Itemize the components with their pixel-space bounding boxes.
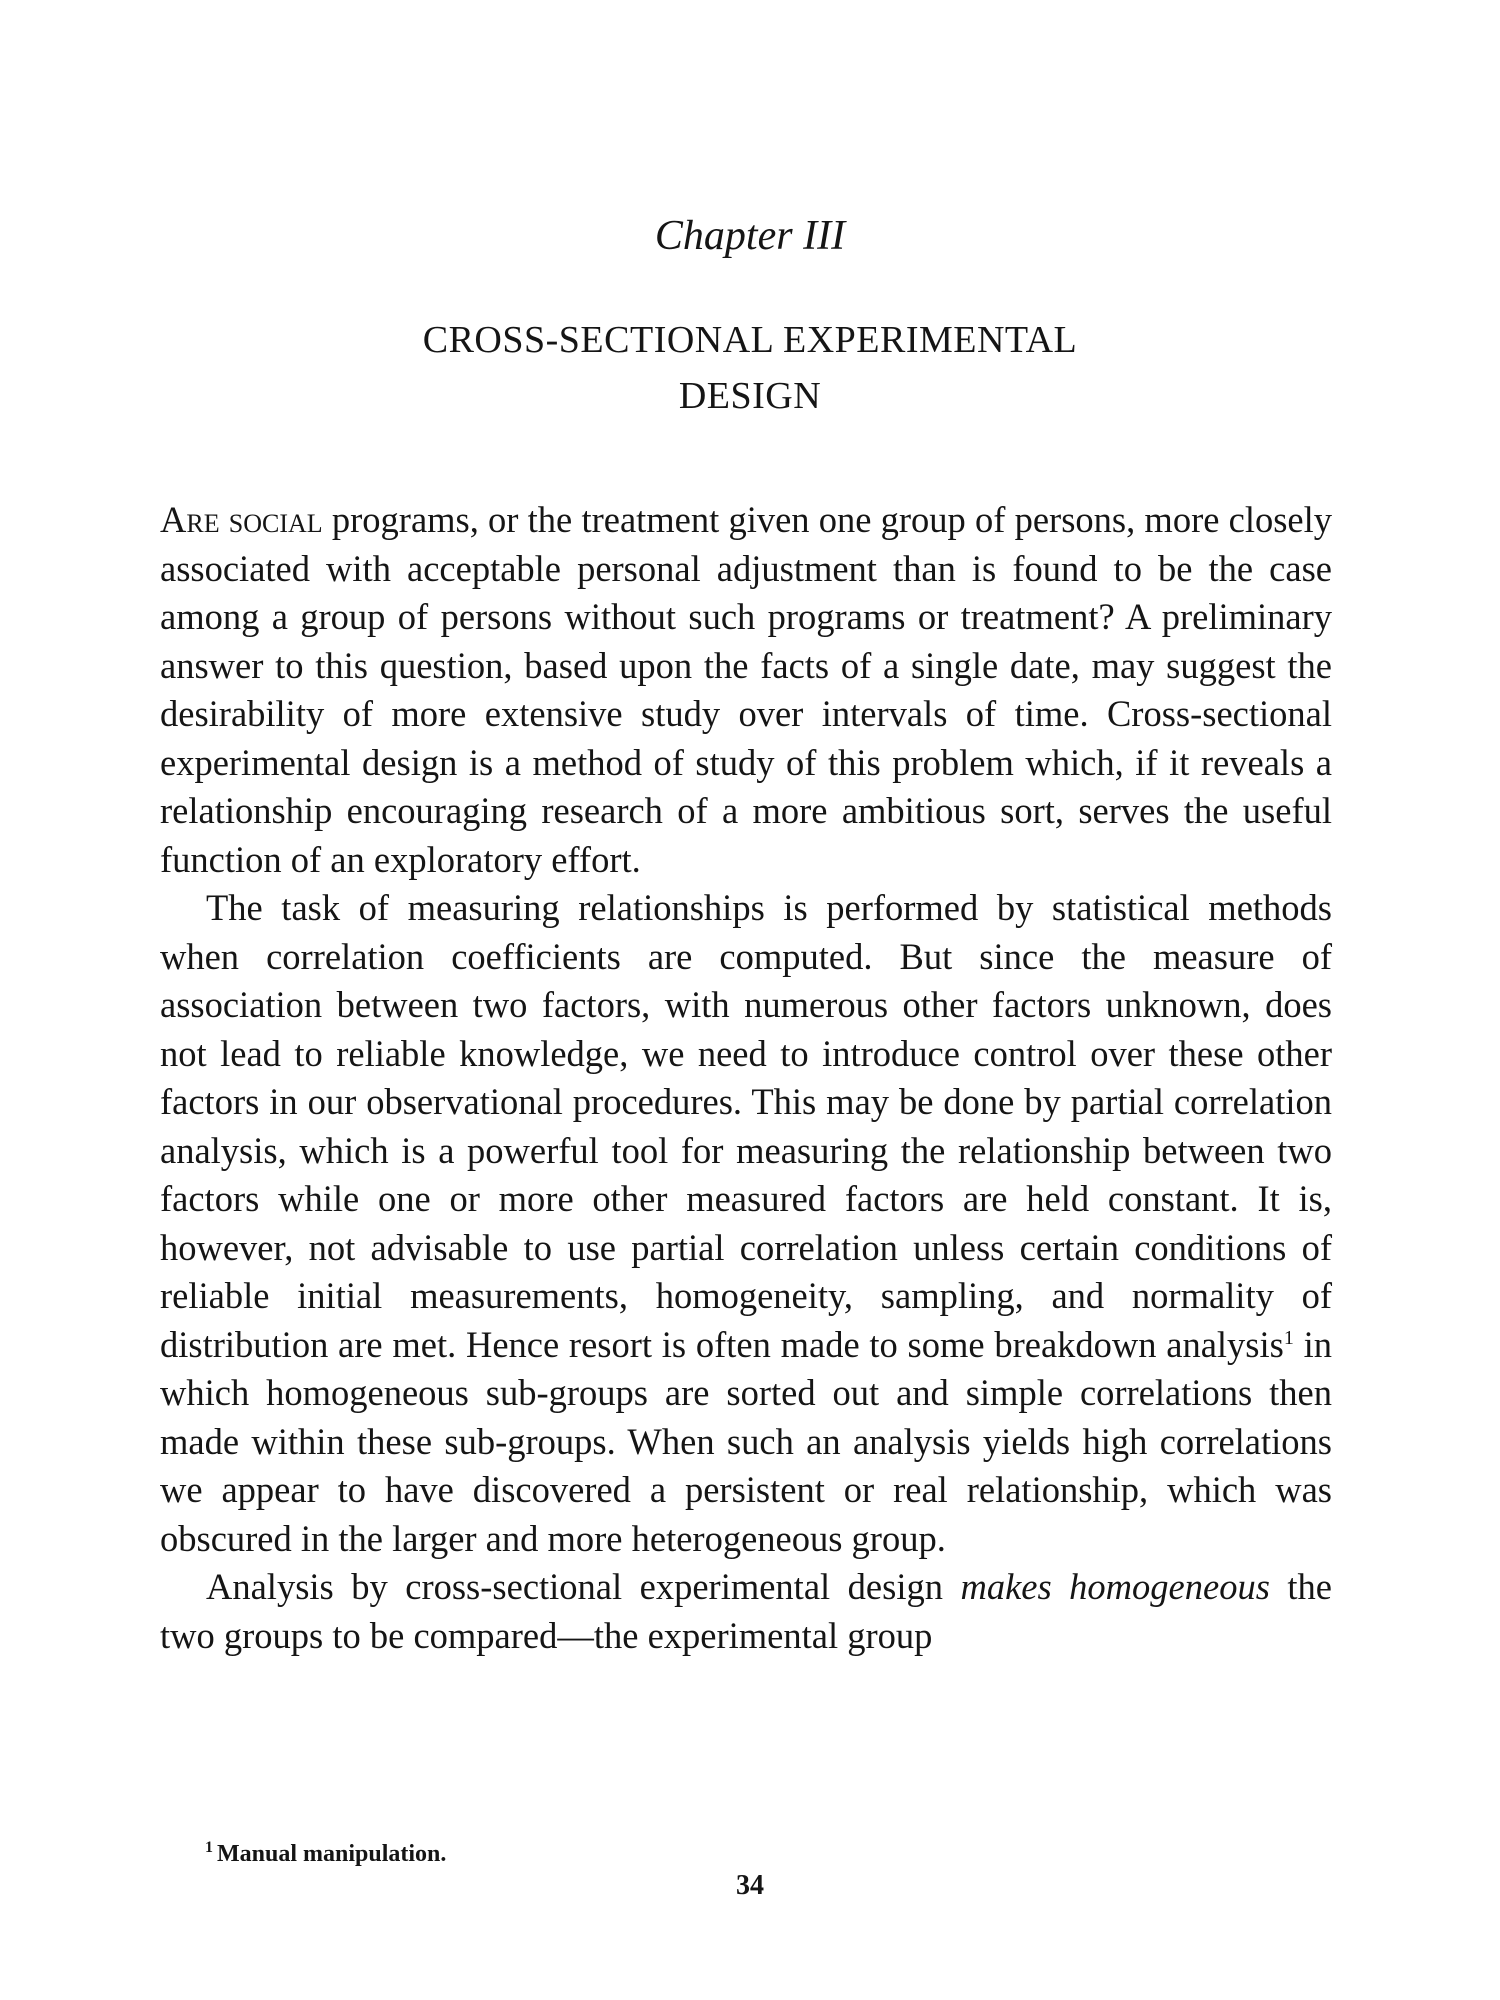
paragraph-2-text-after: in which homogeneous sub-groups are sorted out and simple correlations then made within these sub-groups. When such an analysis yields high correlations we appear to have discovered a persistent or real relationship, which was obscured in the larger and more heterogeneous group. (160, 1323, 1332, 1559)
paragraph-3-text-before: Analysis by cross-sectional experimental design (206, 1566, 961, 1607)
paragraph-1-text: programs, or the treatment given one group of persons, more closely associated with acceptable personal adjustment than is found to be the case among a group of persons without such programs or treatment? A preliminary answer to this question, based upon the facts of a single date, may suggest the desirability of more extensive study over intervals of time. Cross-sectional experimental design is a method of study of this problem which, if it reveals a relationship encouraging research of a more ambitious sort, serves the useful function of an exploratory effort. (160, 499, 1333, 880)
footnote (205, 1832, 446, 1870)
paragraph-2-text-before: The task of measuring relationships is performed by statistical methods when correlation coefficients are computed. But since the measure of association between two factors, with numerous other factors unknown, does not lead to reliable knowledge, we need to introduce control over these other factors in our observational procedures. This may be done by partial correlation analysis, which is a powerful tool for measuring the relationship between two factors while one or more other measured factors are held constant. It is, however, not advisable to use partial correlation unless certain conditions of reliable initial measurements, homogeneity, sampling, and normality of distribution are met. Hence resort is often made to some breakdown analysis (160, 887, 1332, 1365)
paragraph-2 (160, 884, 1332, 1563)
chapter-title-line-2: DESIGN (678, 375, 822, 417)
paragraph-3-emphasis: makes homogeneous (960, 1566, 1270, 1607)
paragraph-1 (160, 496, 1332, 884)
paragraph-1-lead: Are social (160, 499, 323, 540)
paragraph-3 (160, 1563, 1332, 1660)
chapter-title (0, 312, 1500, 424)
body-text (160, 496, 1332, 1660)
footnote-text: Manual manipulation. (217, 1841, 447, 1867)
paragraph-3-text-after: the two groups to be compared—the experimental group (160, 1566, 1332, 1656)
chapter-label: Chapter III (654, 213, 846, 259)
chapter-title-line-1: CROSS-SECTIONAL EXPERIMENTAL (422, 319, 1078, 361)
footnote-reference: 1 (1283, 1326, 1294, 1349)
page-number: 34 (736, 1870, 764, 1901)
footnote-marker: 1 (205, 1839, 213, 1856)
